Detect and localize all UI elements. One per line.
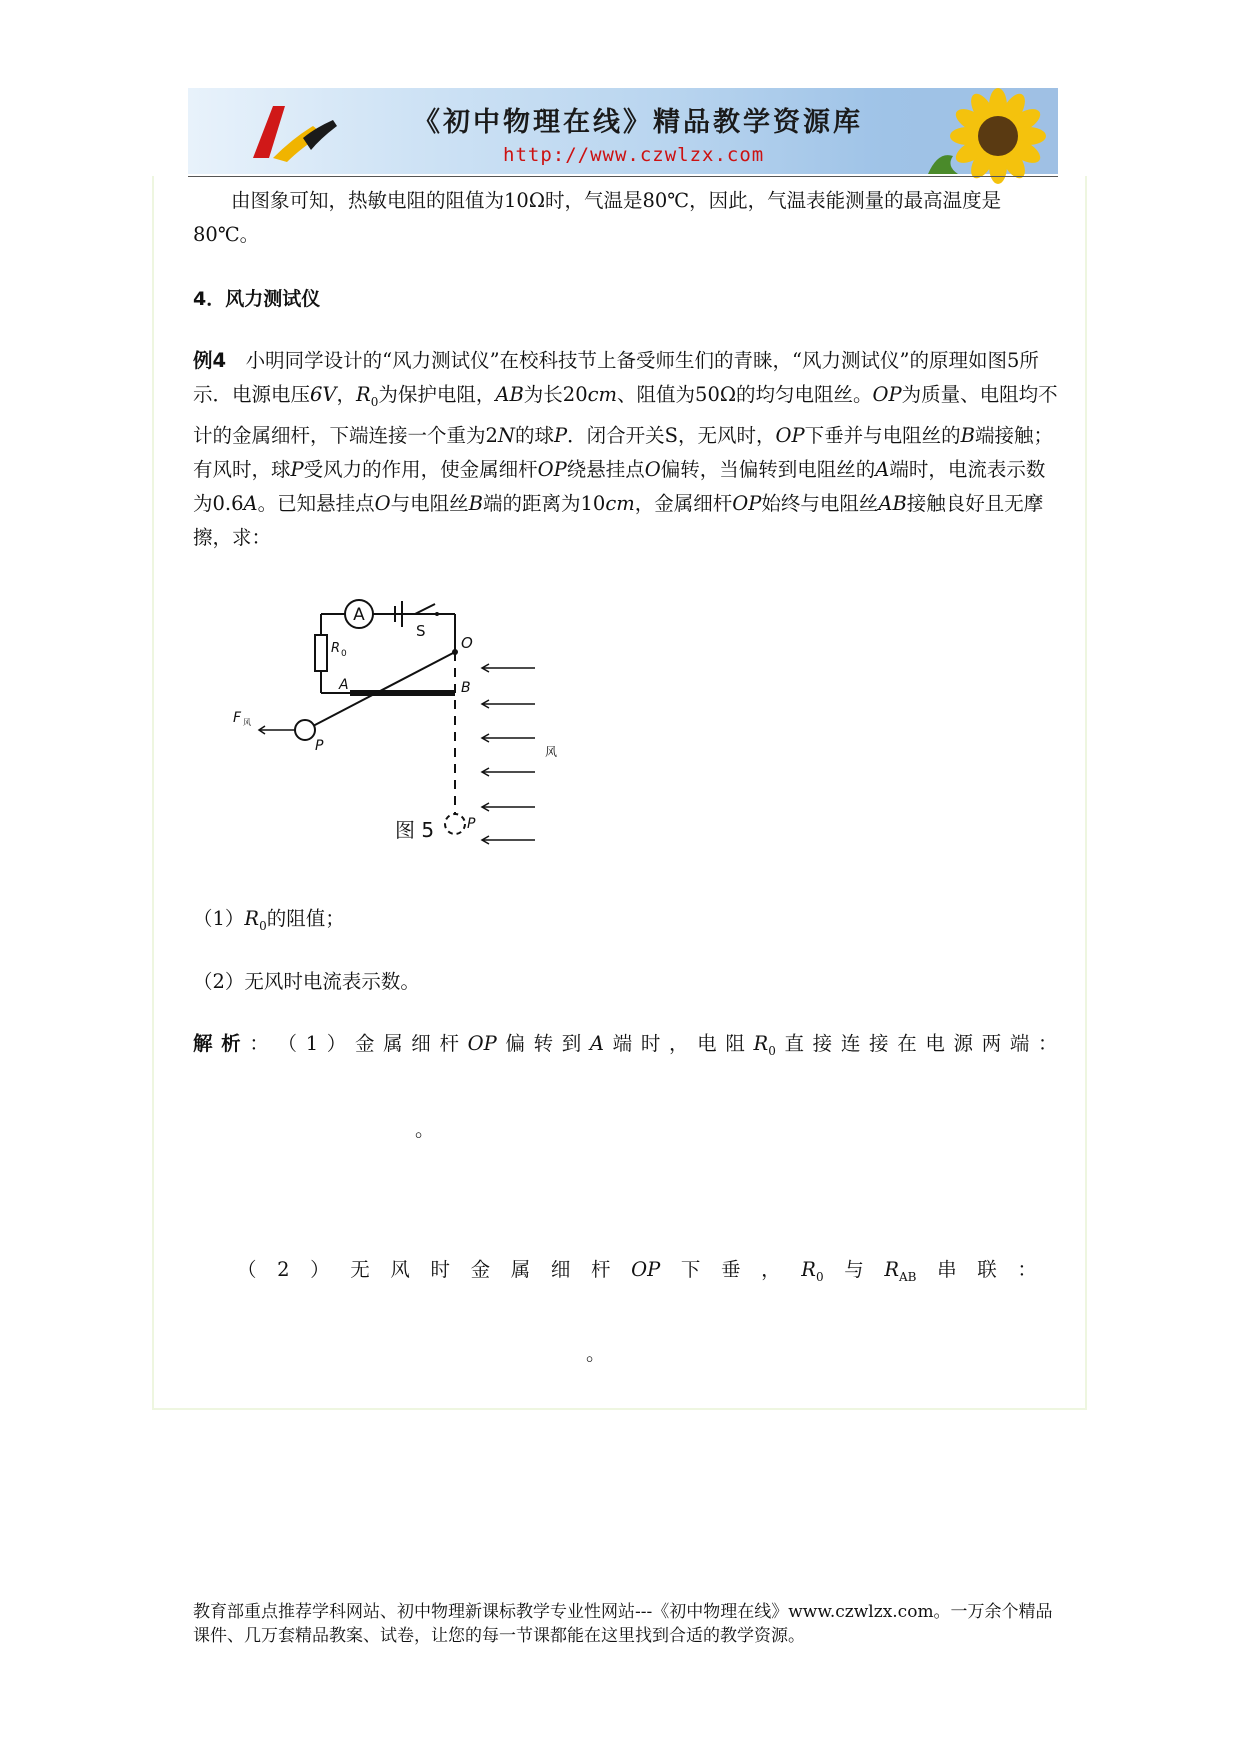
ball-p-rest	[445, 814, 465, 834]
sunflower-image	[918, 96, 1058, 174]
rod-op-deflected	[313, 652, 455, 726]
page-footer: 教育部重点推荐学科网站、初中物理新课标教学专业性网站---《初中物理在线》www.czwlzx.com。一万余个精品课件、几万套精品教案、试卷，让您的每一节课都能在这里找到合适的教学资源。	[193, 1602, 1053, 1646]
banner-url[interactable]: http://www.czwlzx.com	[503, 144, 765, 166]
svg-text:A: A	[339, 677, 349, 693]
site-logo	[243, 98, 343, 168]
section-heading: 4．风力测试仪	[193, 288, 321, 310]
conclusion-paragraph: 由图象可知，热敏电阻的阻值为10Ω时，气温是80℃，因此，气温表能测量的最高温度是80℃。	[193, 189, 1002, 246]
question-2: （2）无风时电流表示数。	[193, 970, 420, 993]
circuit-diagram	[233, 592, 635, 852]
svg-text:F: F	[233, 710, 242, 726]
svg-text:R: R	[331, 641, 341, 656]
svg-text:O: O	[461, 634, 473, 652]
site-banner	[188, 88, 1058, 174]
ammeter-label: A	[353, 605, 365, 625]
analysis-line-1: 解 析 ： （ 1 ） 金 属 细 杆 OP 偏 转 到 A 端 时 ， 电 阻 $R_0$ 直 接 连 接 在 电 源 两 端 ：	[193, 1032, 1058, 1058]
analysis-line-2: （ 2 ） 无 风 时 金 属 细 杆 OP 下 垂 ， $R_0$ 与 $R_{AB}$ 串 联 ：	[237, 1258, 1037, 1284]
svg-text:0: 0	[341, 649, 347, 659]
svg-text:风: 风	[243, 718, 251, 727]
question-1: $(1)R_0$的阻值；	[193, 907, 345, 933]
formula-placeholder-1: 。	[415, 1118, 435, 1141]
svg-text:风: 风	[545, 745, 558, 759]
example-paragraph: 例4 小明同学设计的“风力测试仪”在校科技节上备受师生们的青睐，“风力测试仪”的原理如图5所示．电源电压6V，$R_0$为保护电阻，AB为长20cm、阻值为50Ω的均匀电阻丝。OP为质量、电阻均不计的金属细杆，下端连接一个重为2N的球P．闭合开关S，无风时，OP下垂并与电阻丝的B端接触；有风时，球P受风力的作用，使金属细杆OP绕悬挂点O偏转，当偏转到电阻丝的A端时，电流表示数为0.6A。已知悬挂点O与电阻丝B端的距离为10cm，金属细杆OP始终与电阻丝AB接触良好且无摩擦，求：	[193, 349, 1058, 549]
figure-caption: 图 5	[395, 818, 435, 842]
svg-text:P: P	[467, 816, 476, 832]
resistor-r0	[315, 635, 327, 671]
wind-arrows	[482, 664, 535, 844]
ball-p-deflected	[295, 720, 315, 740]
svg-text:P: P	[315, 738, 324, 754]
formula-placeholder-2: 。	[586, 1342, 606, 1365]
svg-text:S: S	[416, 622, 426, 640]
example-label: 例4	[193, 349, 227, 372]
banner-title: 《初中物理在线》精品教学资源库	[413, 107, 863, 138]
svg-text:B: B	[461, 680, 471, 696]
